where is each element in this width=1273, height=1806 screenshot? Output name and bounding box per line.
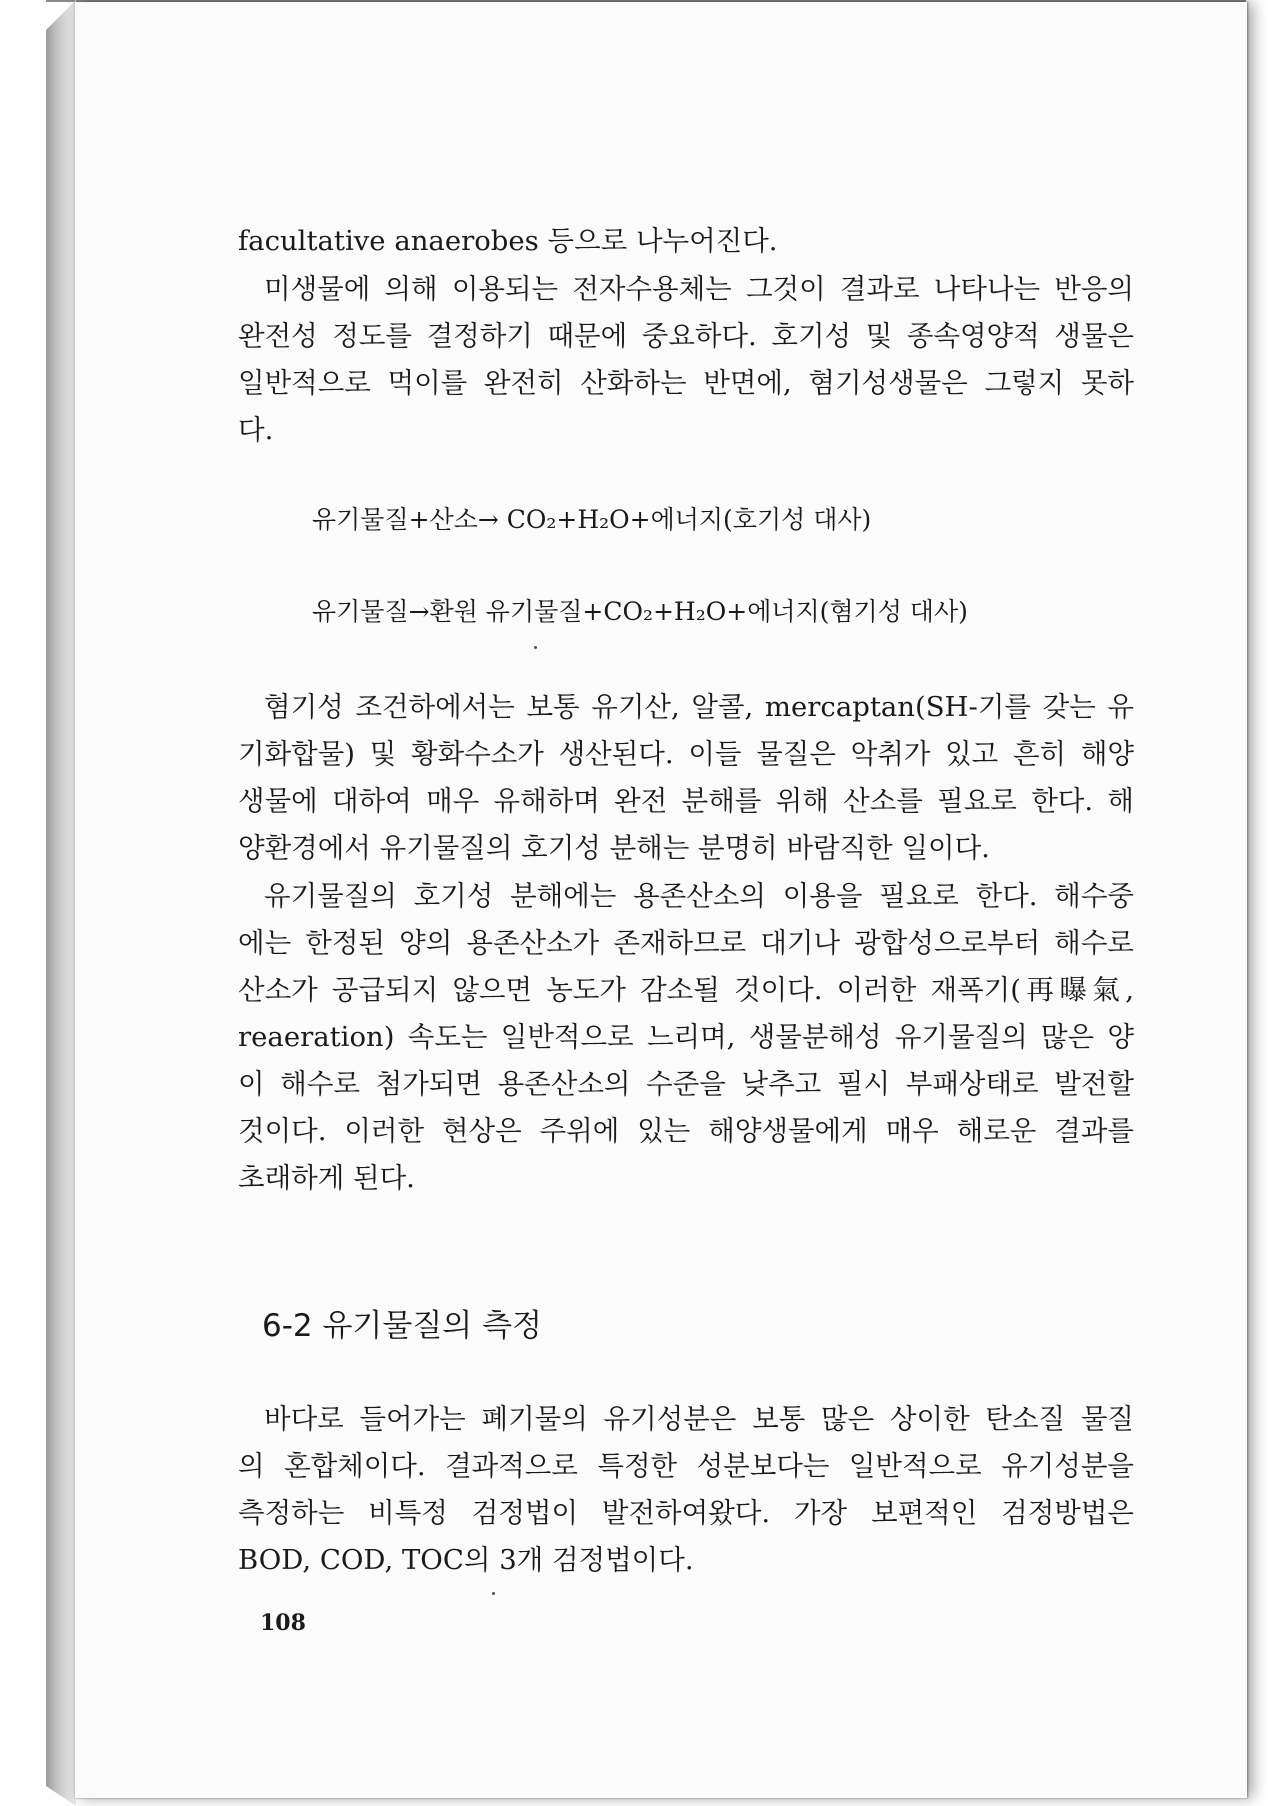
equation-anaerobic: 유기물질→환원 유기물질+CO₂+H₂O+에너지(혐기성 대사)	[312, 597, 968, 626]
paragraph1-line: facultative anaerobes 등으로 나누어진다.	[238, 225, 778, 257]
scan-speck	[492, 1592, 495, 1595]
paragraph4-line: 에는 한정된 양의 용존산소가 존재하므로 대기나 광합성으로부터 해수로	[238, 927, 1134, 959]
paragraph4-line: 초래하게 된다.	[238, 1162, 415, 1194]
paragraph2-line: 미생물에 의해 이용되는 전자수용체는 그것이 결과로 나타나는 반응의	[264, 273, 1134, 305]
paragraph2-line: 완전성 정도를 결정하기 때문에 중요하다. 호기성 및 종속영양적 생물은	[238, 320, 1134, 352]
paragraph3-line: 양환경에서 유기물질의 호기성 분해는 분명히 바람직한 일이다.	[238, 832, 990, 864]
paragraph3-line: 혐기성 조건하에서는 보통 유기산, 알콜, mercaptan(SH-기를 갖는 유	[264, 691, 1134, 723]
paragraph5-line: 의 혼합체이다. 결과적으로 특정한 성분보다는 일반적으로 유기성분을	[238, 1450, 1134, 1482]
paragraph5-line: BOD, COD, TOC의 3개 검정법이다.	[238, 1544, 694, 1576]
scan-speck	[534, 646, 537, 649]
paragraph2-line: 일반적으로 먹이를 완전히 산화하는 반면에, 혐기성생물은 그렇지 못하	[238, 367, 1134, 399]
paragraph5-line: 측정하는 비특정 검정법이 발전하여왔다. 가장 보편적인 검정방법은	[238, 1497, 1134, 1529]
book-spine	[46, 0, 76, 1806]
paragraph4-line: 산소가 공급되지 않으면 농도가 감소될 것이다. 이러한 재폭기(再曝氣,	[238, 974, 1134, 1006]
paragraph3-line: 기화합물) 및 황화수소가 생산된다. 이들 물질은 악취가 있고 흔히 해양	[238, 738, 1134, 770]
equation-aerobic: 유기물질+산소→ CO₂+H₂O+에너지(호기성 대사)	[312, 505, 872, 534]
paragraph5-line: 바다로 들어가는 폐기물의 유기성분은 보통 많은 상이한 탄소질 물질	[264, 1403, 1134, 1435]
page-number: 108	[260, 1610, 306, 1636]
section-heading: 6-2 유기물질의 측정	[262, 1308, 542, 1344]
paragraph4-line: 것이다. 이러한 현상은 주위에 있는 해양생물에게 매우 해로운 결과를	[238, 1115, 1134, 1147]
paragraph4-line: 유기물질의 호기성 분해에는 용존산소의 이용을 필요로 한다. 해수중	[264, 880, 1134, 912]
paragraph4-line: 이 해수로 첨가되면 용존산소의 수준을 낮추고 필시 부패상태로 발전할	[238, 1068, 1134, 1100]
paragraph3-line: 생물에 대하여 매우 유해하며 완전 분해를 위해 산소를 필요로 한다. 해	[238, 785, 1134, 817]
paragraph2-line: 다.	[238, 414, 274, 446]
paragraph4-line: reaeration) 속도는 일반적으로 느리며, 생물분해성 유기물질의 많은 양	[238, 1021, 1134, 1053]
